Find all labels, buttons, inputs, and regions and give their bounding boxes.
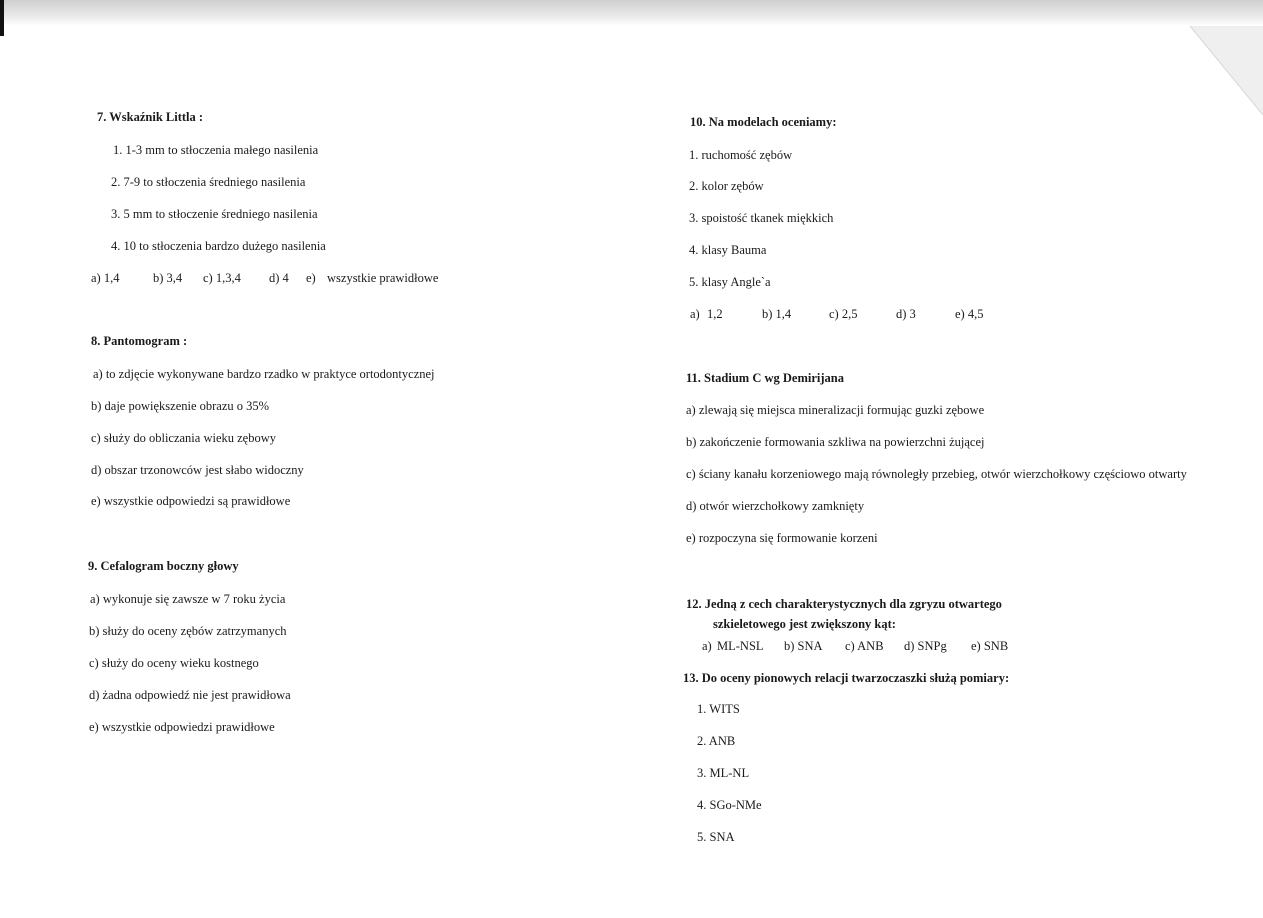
question-10-item-2: 2. kolor zębów xyxy=(689,179,764,193)
question-7-item-3: 3. 5 mm to stłoczenie średniego nasilenia xyxy=(111,207,318,221)
question-7-answer-e-letter: e) xyxy=(306,271,316,285)
question-8-option-c: c) służy do obliczania wieku zębowy xyxy=(91,431,277,445)
question-9-option-a: a) wykonuje się zawsze w 7 roku życia xyxy=(90,592,286,606)
question-10-title: 10. Na modelach oceniamy: xyxy=(690,115,837,129)
question-11-option-e: e) rozpoczyna się formowanie korzeni xyxy=(686,531,878,545)
question-11-option-a: a) zlewają się miejsca mineralizacji formując guzki zębowe xyxy=(686,403,985,417)
question-11-title: 11. Stadium C wg Demirijana xyxy=(686,371,844,385)
question-12-answer-e: e) SNB xyxy=(971,639,1009,653)
question-10-answer-d: d) 3 xyxy=(896,307,916,321)
question-7-title: 7. Wskaźnik Littla : xyxy=(97,110,204,124)
question-10-answer-a-letter: a) xyxy=(690,307,700,321)
question-7-item-2: 2. 7-9 to stłoczenia średniego nasilenia xyxy=(111,175,306,189)
question-10-item-1: 1. ruchomość zębów xyxy=(689,148,793,162)
question-8-title: 8. Pantomogram : xyxy=(91,334,188,348)
question-7-answer-d: d) 4 xyxy=(269,271,289,285)
question-13-item-5: 5. SNA xyxy=(697,830,735,844)
scan-top-shadow xyxy=(0,0,1263,26)
question-12-answer-d: d) SNPg xyxy=(904,639,947,653)
question-13-item-4: 4. SGo-NMe xyxy=(697,798,762,812)
question-7-item-4: 4. 10 to stłoczenia bardzo dużego nasilenia xyxy=(111,239,326,253)
question-9-option-c: c) służy do oceny wieku kostnego xyxy=(89,656,259,670)
question-12-answer-a-value: ML-NSL xyxy=(717,639,764,653)
question-8-option-d: d) obszar trzonowców jest słabo widoczny xyxy=(91,463,304,477)
question-12-title-line-2: szkieletowego jest zwiększony kąt: xyxy=(713,617,896,631)
question-7-item-1: 1. 1-3 mm to stłoczenia małego nasilenia xyxy=(113,143,319,157)
question-13-item-3: 3. ML-NL xyxy=(697,766,750,780)
question-7-answer-e-text: wszystkie prawidłowe xyxy=(327,271,439,285)
question-11-option-d: d) otwór wierzchołkowy zamknięty xyxy=(686,499,865,513)
question-10-answer-a-value: 1,2 xyxy=(707,307,723,321)
question-10-answer-b: b) 1,4 xyxy=(762,307,792,321)
question-7-answer-c: c) 1,3,4 xyxy=(203,271,241,285)
question-11-option-c: c) ściany kanału korzeniowego mają równoległy przebieg, otwór wierzchołkowy częściowo otwarty xyxy=(686,467,1187,481)
question-11-option-b: b) zakończenie formowania szkliwa na powierzchni żującej xyxy=(686,435,985,449)
question-10-item-4: 4. klasy Bauma xyxy=(689,243,767,257)
question-10-answer-e: e) 4,5 xyxy=(955,307,984,321)
question-8-option-a: a) to zdjęcie wykonywane bardzo rzadko w praktyce ortodontycznej xyxy=(93,367,435,381)
question-7-answer-a: a) 1,4 xyxy=(91,271,120,285)
question-12-answer-c: c) ANB xyxy=(845,639,884,653)
scan-edge-mark xyxy=(0,0,4,36)
question-8-option-b: b) daje powiększenie obrazu o 35% xyxy=(91,399,270,413)
question-13-item-2: 2. ANB xyxy=(697,734,736,748)
question-10-item-3: 3. spoistość tkanek miękkich xyxy=(689,211,834,225)
question-10-item-5: 5. klasy Angle`a xyxy=(689,275,771,289)
question-9-option-e: e) wszystkie odpowiedzi prawidłowe xyxy=(89,720,275,734)
question-9-title: 9. Cefalogram boczny głowy xyxy=(88,559,239,573)
question-12-answer-a-letter: a) xyxy=(702,639,712,653)
question-12-answer-b: b) SNA xyxy=(784,639,823,653)
question-8-option-e: e) wszystkie odpowiedzi są prawidłowe xyxy=(91,494,291,508)
question-12-title-line-1: 12. Jedną z cech charakterystycznych dla zgryzu otwartego xyxy=(686,597,1002,611)
question-13-item-1: 1. WITS xyxy=(697,702,740,716)
question-13-title: 13. Do oceny pionowych relacji twarzoczaszki służą pomiary: xyxy=(683,671,1010,685)
question-10-answer-c: c) 2,5 xyxy=(829,307,858,321)
question-9-option-b: b) służy do oceny zębów zatrzymanych xyxy=(89,624,287,638)
question-9-option-d: d) żadna odpowiedź nie jest prawidłowa xyxy=(89,688,291,702)
question-7-answer-b: b) 3,4 xyxy=(153,271,183,285)
